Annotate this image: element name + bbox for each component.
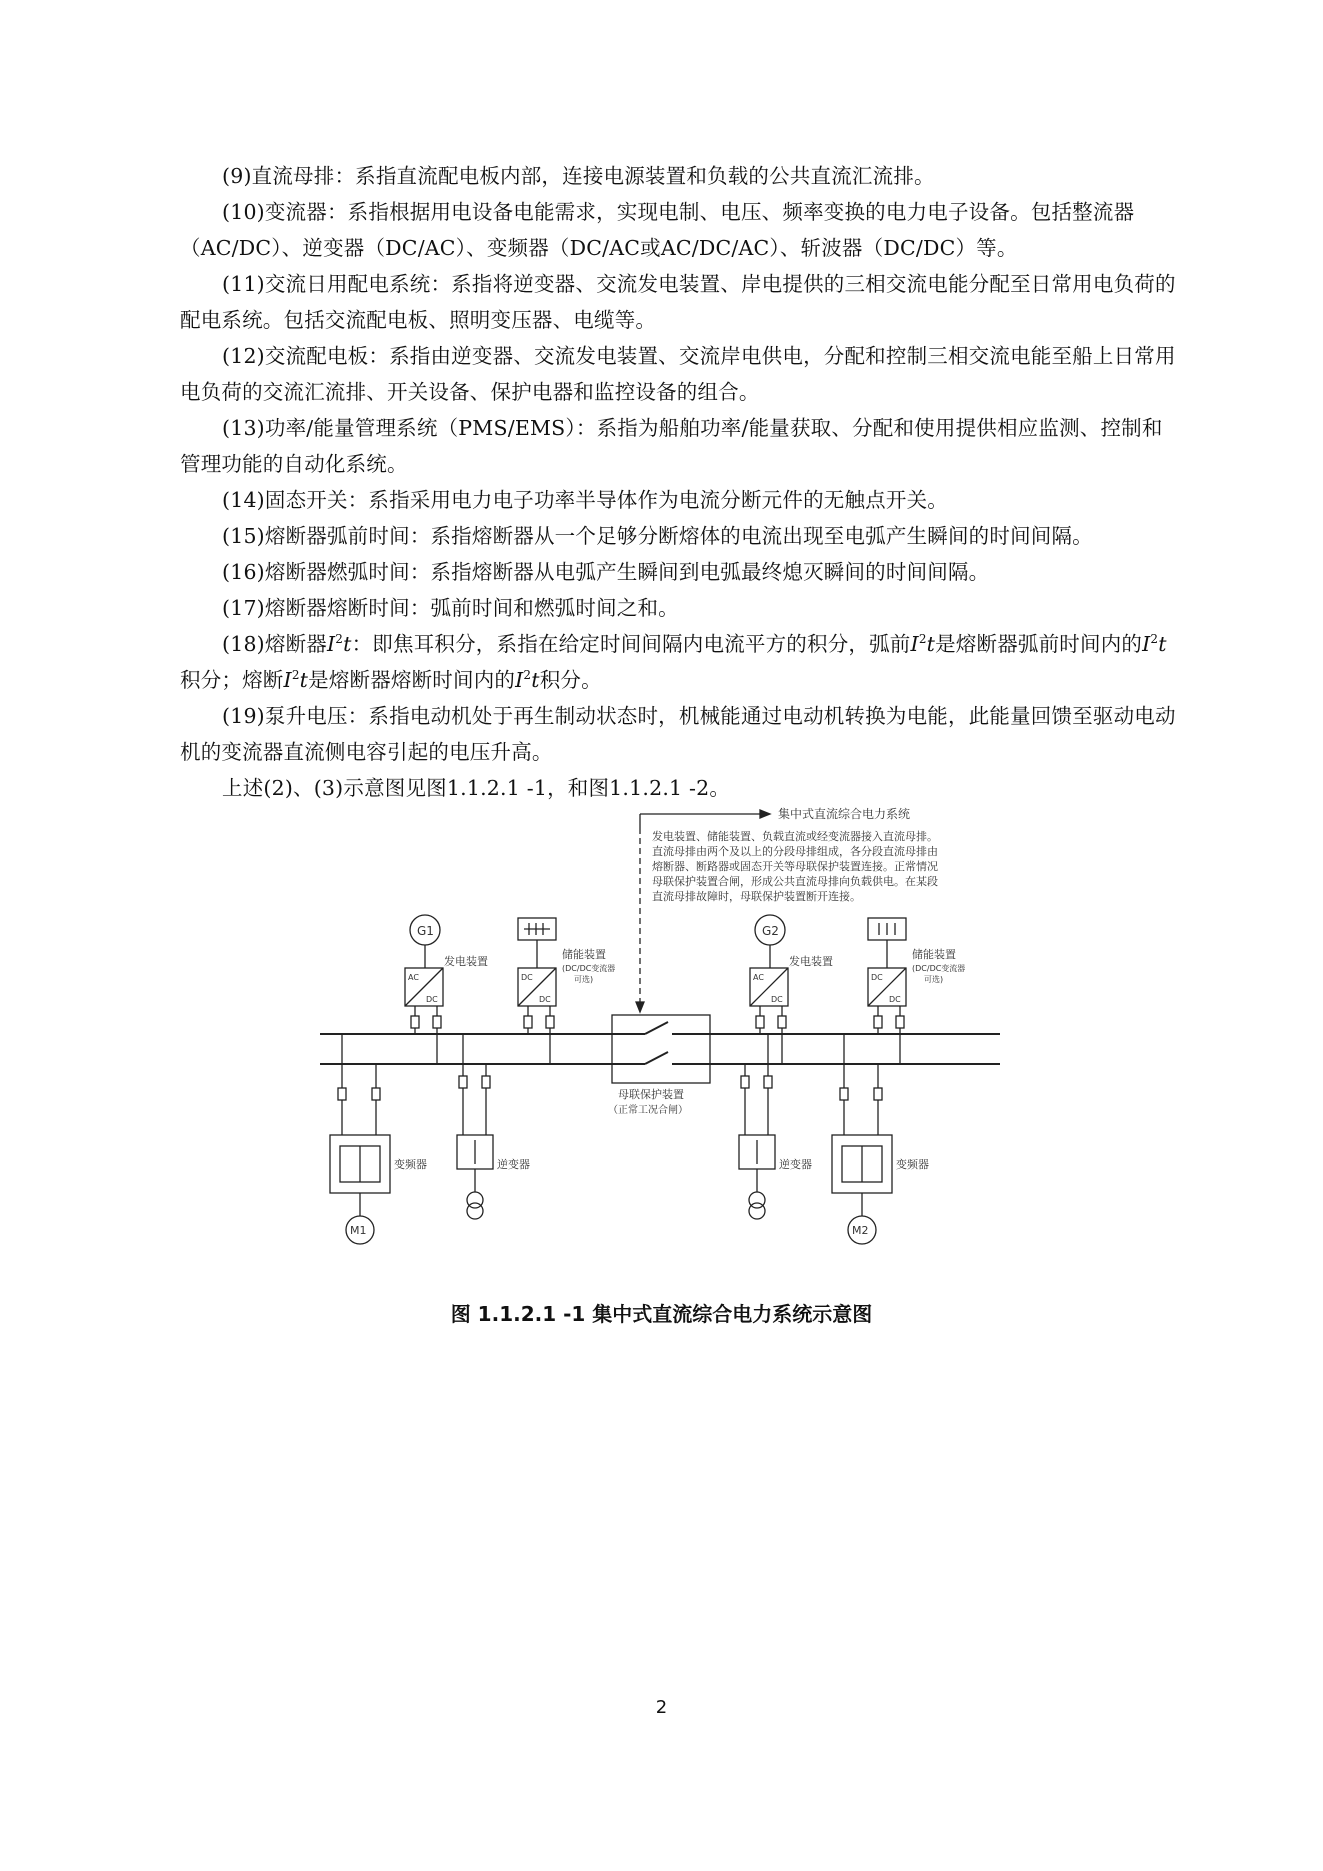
g2-dc-label: DC (771, 995, 783, 1004)
formula-i2t: $I^2t$ (1142, 632, 1167, 656)
m1-label: M1 (350, 1224, 367, 1237)
system-title-label: 集中式直流综合电力系统 (778, 807, 911, 821)
paragraph-17: (17)熔断器熔断时间：弧前时间和燃弧时间之和。 (222, 596, 679, 620)
diagram-svg (300, 780, 1060, 1300)
storage-2-fuse-2 (896, 1016, 904, 1028)
g1-label: G1 (417, 924, 434, 938)
inv-1-fuse-2 (482, 1076, 490, 1088)
note-line-4: 母联保护装置合闸，形成公共直流母排向负载供电。在某段 (652, 875, 938, 888)
note-line-3: 熔断器、断路器或固态开关等母联保护装置连接。正常情况 (652, 860, 938, 873)
storage-2-sub1: (DC/DC变流器 (912, 964, 966, 973)
storage-1-fuse-2 (546, 1016, 554, 1028)
vfd-1-fuse-1 (338, 1088, 346, 1100)
title-arrow-head (760, 810, 770, 818)
storage-1-label: 储能装置 (562, 948, 606, 961)
bus-tie-switch-1 (645, 1022, 668, 1034)
g2-ac-label: AC (753, 973, 764, 982)
transformer-1-bottom (467, 1203, 483, 1219)
inv-2-fuse-1 (741, 1076, 749, 1088)
vfd-2-fuse-2 (874, 1088, 882, 1100)
g1-dc-label: DC (426, 995, 438, 1004)
storage-2-dc-b: DC (889, 995, 901, 1004)
note-line-2: 直流母排由两个及以上的分段母排组成，各分段直流母排由 (652, 845, 938, 858)
system-diagram (300, 780, 1060, 1300)
formula-i2t: $I^2t$ (326, 632, 352, 656)
paragraph-13: (13)功率/能量管理系统（PMS/EMS）：系指为船舶功率/能量获取、分配和使用提供相应监测、控制和管理功能的自动化系统。 (180, 416, 1163, 476)
transformer-2-bottom (749, 1203, 765, 1219)
storage-1-sub1: (DC/DC变流器 (562, 964, 616, 973)
g1-fuse-1 (411, 1016, 419, 1028)
formula-i2t: $I^2t$ (283, 668, 309, 692)
p18-part5: 是熔断器熔断时间内的 (308, 668, 516, 692)
g1-ac-label: AC (408, 973, 419, 982)
formula-i2t: $I^2t$ (910, 632, 936, 656)
storage-2-label: 储能装置 (912, 948, 956, 961)
p18-part2: ：即焦耳积分，系指在给定时间间隔内电流平方的积分，弧前 (351, 632, 911, 656)
inv-1-label: 逆变器 (497, 1158, 530, 1171)
paragraph-12: (12)交流配电板：系指由逆变器、交流发电装置、交流岸电供电，分配和控制三相交流电能至船上日常用电负荷的交流汇流排、开关设备、保护电器和监控设备的组合。 (180, 344, 1176, 404)
storage-1-sub2: 可选) (574, 975, 594, 984)
g2-label: G2 (762, 924, 779, 938)
bus-tie-sub-label: （正常工况合闸） (608, 1105, 688, 1116)
note-line-5: 直流母排故障时，母联保护装置断开连接。 (652, 890, 861, 903)
paragraph-18 (180, 626, 1180, 698)
p18-part1: (18)熔断器 (222, 632, 327, 656)
body-text (180, 158, 1180, 806)
paragraph-11: (11)交流日用配电系统：系指将逆变器、交流发电装置、岸电提供的三相交流电能分配至日常用电负荷的配电系统。包括交流配电板、照明变压器、电缆等。 (180, 272, 1176, 332)
p18-part3: 是熔断器弧前时间内的 (935, 632, 1143, 656)
paragraph-16: (16)熔断器燃弧时间：系指熔断器从电弧产生瞬间到电弧最终熄灭瞬间的时间间隔。 (222, 560, 990, 584)
g2-fuse-2 (778, 1016, 786, 1028)
inv-2-label: 逆变器 (779, 1158, 812, 1171)
vfd-2-label: 变频器 (896, 1158, 929, 1171)
p18-part6: 积分。 (539, 668, 602, 692)
paragraph-20: 上述(2)、(3)示意图见图1.1.2.1 -1，和图1.1.2.1 -2。 (222, 776, 731, 800)
g2-fuse-1 (756, 1016, 764, 1028)
vfd-1-fuse-2 (372, 1088, 380, 1100)
storage-1-dc-b: DC (539, 995, 551, 1004)
p18-part4: 积分；熔断 (180, 668, 284, 692)
paragraph-10: (10)变流器：系指根据用电设备电能需求，实现电制、电压、频率变换的电力电子设备。包括整流器（AC/DC）、逆变器（DC/AC）、变频器（DC/AC或AC/DC/AC）、斩波器（DC/DC）等。 (180, 200, 1135, 260)
storage-1-fuse-1 (524, 1016, 532, 1028)
figure-caption: 图 1.1.2.1 -1 集中式直流综合电力系统示意图 (450, 1302, 873, 1326)
storage-2-sub2: 可选) (924, 975, 944, 984)
g1-fuse-2 (433, 1016, 441, 1028)
inv-2-fuse-2 (764, 1076, 772, 1088)
bus-tie-switch-2 (645, 1052, 668, 1064)
m2-label: M2 (852, 1224, 869, 1237)
storage-2-fuse-1 (874, 1016, 882, 1028)
storage-2-dc-a: DC (871, 973, 883, 982)
formula-i2t: $I^2t$ (515, 668, 540, 692)
page-number: 2 (655, 1697, 668, 1718)
inv-1-fuse-1 (459, 1076, 467, 1088)
g1-gen-label: 发电装置 (444, 955, 488, 968)
storage-1-dc-a: DC (521, 973, 533, 982)
paragraph-14: (14)固态开关：系指采用电力电子功率半导体作为电流分断元件的无触点开关。 (222, 488, 948, 512)
vfd-1-label: 变频器 (394, 1158, 427, 1171)
bus-tie-label: 母联保护装置 (618, 1088, 684, 1101)
paragraph-9: (9)直流母排：系指直流配电板内部，连接电源装置和负载的公共直流汇流排。 (222, 164, 935, 188)
paragraph-19: (19)泵升电压：系指电动机处于再生制动状态时，机械能通过电动机转换为电能，此能量回馈至驱动电动机的变流器直流侧电容引起的电压升高。 (180, 704, 1176, 764)
note-line-1: 发电装置、储能装置、负载直流或经变流器接入直流母排。 (652, 830, 938, 843)
pointer-arrow-head (636, 1002, 644, 1012)
paragraph-15: (15)熔断器弧前时间：系指熔断器从一个足够分断熔体的电流出现至电弧产生瞬间的时间间隔。 (222, 524, 1093, 548)
g2-gen-label: 发电装置 (789, 955, 833, 968)
vfd-2-fuse-1 (840, 1088, 848, 1100)
